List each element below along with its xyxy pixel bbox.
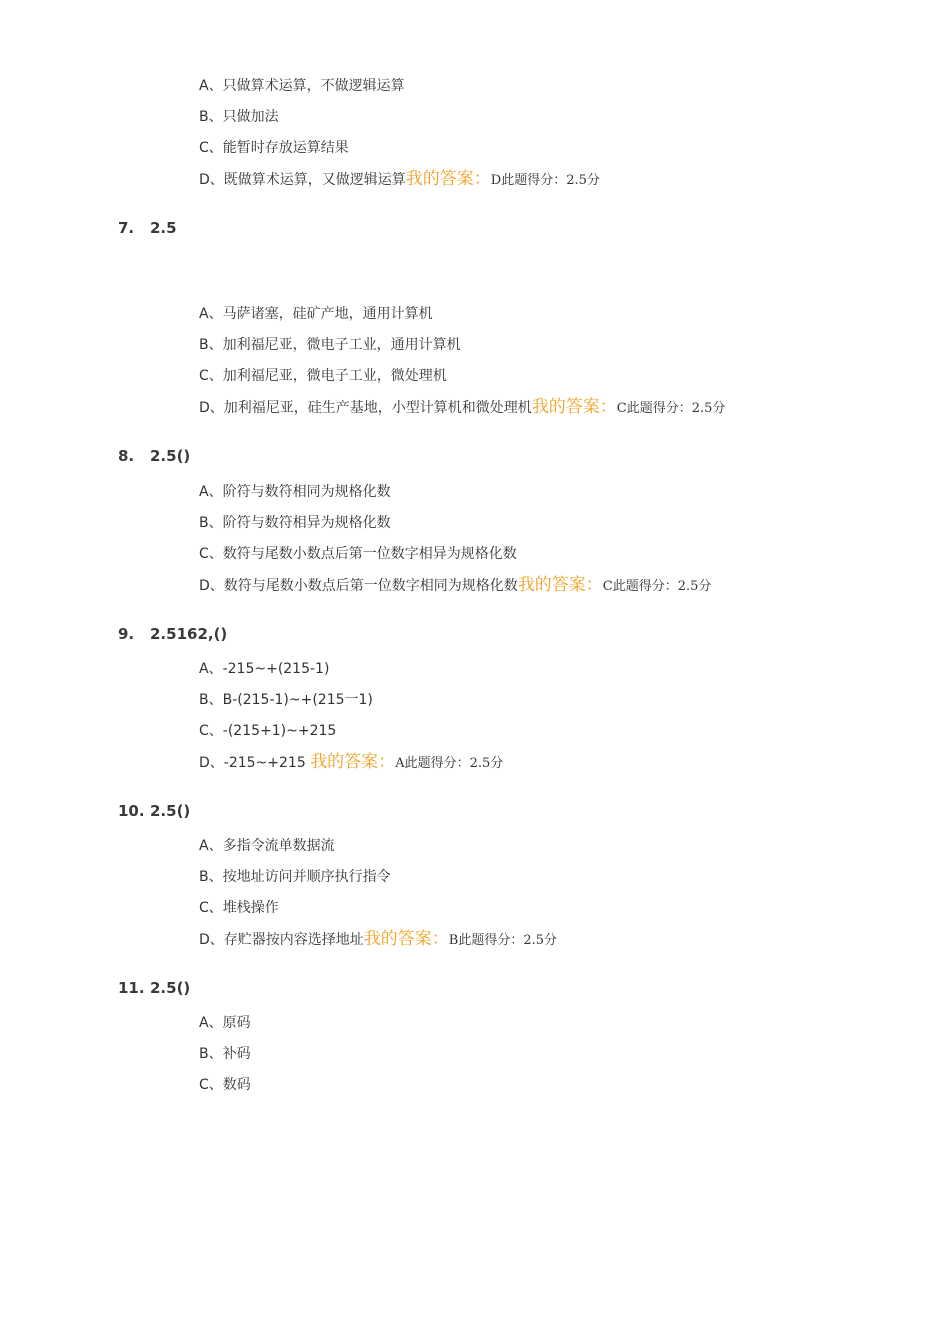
option-text: 加利福尼亚，硅生产基地，小型计算机和微处理机: [223, 400, 532, 416]
question-10-header: [118, 802, 190, 820]
my-answer-label: 我的答案：: [517, 575, 603, 595]
question-score: 2.5(): [150, 979, 191, 997]
q10-option-a: [199, 837, 335, 855]
option-text: 加利福尼亚，微电子工业，微处理机: [222, 368, 447, 384]
option-letter: B、: [199, 337, 223, 353]
option-letter: D、: [199, 755, 224, 771]
option-text: B-(215-1)~+(215一1): [222, 692, 373, 708]
q9-option-b: [199, 691, 373, 709]
q7-option-d: [199, 398, 725, 418]
option-text: 只做算术运算，不做逻辑运算: [222, 78, 405, 94]
question-9-header: [118, 625, 227, 643]
question-number: 8.: [118, 447, 135, 465]
option-letter: C、: [199, 140, 223, 156]
option-letter: D、: [199, 932, 224, 948]
option-text: 数码: [222, 1077, 251, 1093]
q6-option-b: [199, 108, 279, 126]
question-score: 2.5: [150, 219, 177, 237]
answer-score: A此题得分：2.5分: [395, 756, 504, 771]
option-letter: A、: [199, 1015, 223, 1031]
question-number: 11.: [118, 979, 145, 997]
option-text: 阶符与数符相同为规格化数: [222, 484, 391, 500]
option-text: 多指令流单数据流: [222, 838, 335, 854]
answer-score: C此题得分：2.5分: [602, 579, 712, 594]
option-letter: B、: [199, 692, 223, 708]
option-text: -(215+1)~+215: [222, 723, 337, 739]
q11-option-a: [199, 1014, 251, 1032]
q10-option-b: [199, 868, 391, 886]
option-letter: C、: [199, 900, 223, 916]
q11-option-c: [199, 1076, 251, 1094]
q8-option-c: [199, 545, 517, 563]
q11-option-b: [199, 1045, 251, 1063]
question-11-header: [118, 979, 190, 997]
option-letter: D、: [199, 172, 224, 188]
my-answer-label: 我的答案：: [363, 929, 449, 949]
q10-option-c: [199, 899, 279, 917]
option-letter: C、: [199, 723, 223, 739]
q9-option-a: [199, 660, 329, 678]
q9-option-d: [199, 753, 503, 773]
q8-option-b: [199, 514, 391, 532]
option-letter: B、: [199, 109, 223, 125]
my-answer-label: 我的答案：: [531, 397, 617, 417]
question-8-header: [118, 447, 190, 465]
option-letter: A、: [199, 661, 223, 677]
option-text: 原码: [222, 1015, 251, 1031]
my-answer-label: 我的答案：: [310, 752, 396, 772]
option-text: 马萨诸塞，硅矿产地，通用计算机: [222, 306, 433, 322]
q8-option-d: [199, 576, 711, 596]
q7-option-c: [199, 367, 447, 385]
answer-score: D此题得分：2.5分: [490, 173, 600, 188]
option-letter: D、: [199, 578, 224, 594]
q8-option-a: [199, 483, 391, 501]
question-score: 2.5162,(): [150, 625, 228, 643]
option-letter: C、: [199, 546, 223, 562]
question-score: 2.5(): [150, 802, 191, 820]
option-letter: A、: [199, 484, 223, 500]
q6-option-a: [199, 77, 405, 95]
question-number: 9.: [118, 625, 135, 643]
my-answer-label: 我的答案：: [405, 169, 491, 189]
option-letter: B、: [199, 1046, 223, 1062]
option-text: 能暂时存放运算结果: [222, 140, 349, 156]
option-text: -215~+(215-1): [222, 661, 330, 677]
option-text: 数符与尾数小数点后第一位数字相同为规格化数: [223, 578, 518, 594]
answer-score: C此题得分：2.5分: [616, 401, 726, 416]
option-letter: A、: [199, 78, 223, 94]
option-text: 补码: [222, 1046, 251, 1062]
q10-option-d: [199, 930, 557, 950]
option-text: 阶符与数符相异为规格化数: [222, 515, 391, 531]
option-letter: B、: [199, 515, 223, 531]
question-7-header: [118, 219, 177, 237]
option-text: 按地址访问并顺序执行指令: [222, 869, 391, 885]
question-number: 10.: [118, 802, 145, 820]
option-text: 堆栈操作: [222, 900, 279, 916]
option-letter: C、: [199, 368, 223, 384]
question-number: 7.: [118, 219, 135, 237]
q9-option-c: [199, 722, 336, 740]
option-text: 既做算术运算，又做逻辑运算: [223, 172, 406, 188]
option-letter: D、: [199, 400, 224, 416]
question-score: 2.5(): [150, 447, 191, 465]
option-letter: C、: [199, 1077, 223, 1093]
option-letter: B、: [199, 869, 223, 885]
q6-option-d: [199, 170, 600, 190]
q7-option-a: [199, 305, 433, 323]
q7-option-b: [199, 336, 461, 354]
option-text: 只做加法: [222, 109, 279, 125]
option-text: 存贮器按内容选择地址: [223, 932, 364, 948]
option-text: -215~+215: [223, 755, 311, 771]
option-letter: A、: [199, 306, 223, 322]
q6-option-c: [199, 139, 349, 157]
answer-score: B此题得分：2.5分: [448, 933, 558, 948]
option-letter: A、: [199, 838, 223, 854]
option-text: 数符与尾数小数点后第一位数字相异为规格化数: [222, 546, 517, 562]
option-text: 加利福尼亚，微电子工业，通用计算机: [222, 337, 461, 353]
